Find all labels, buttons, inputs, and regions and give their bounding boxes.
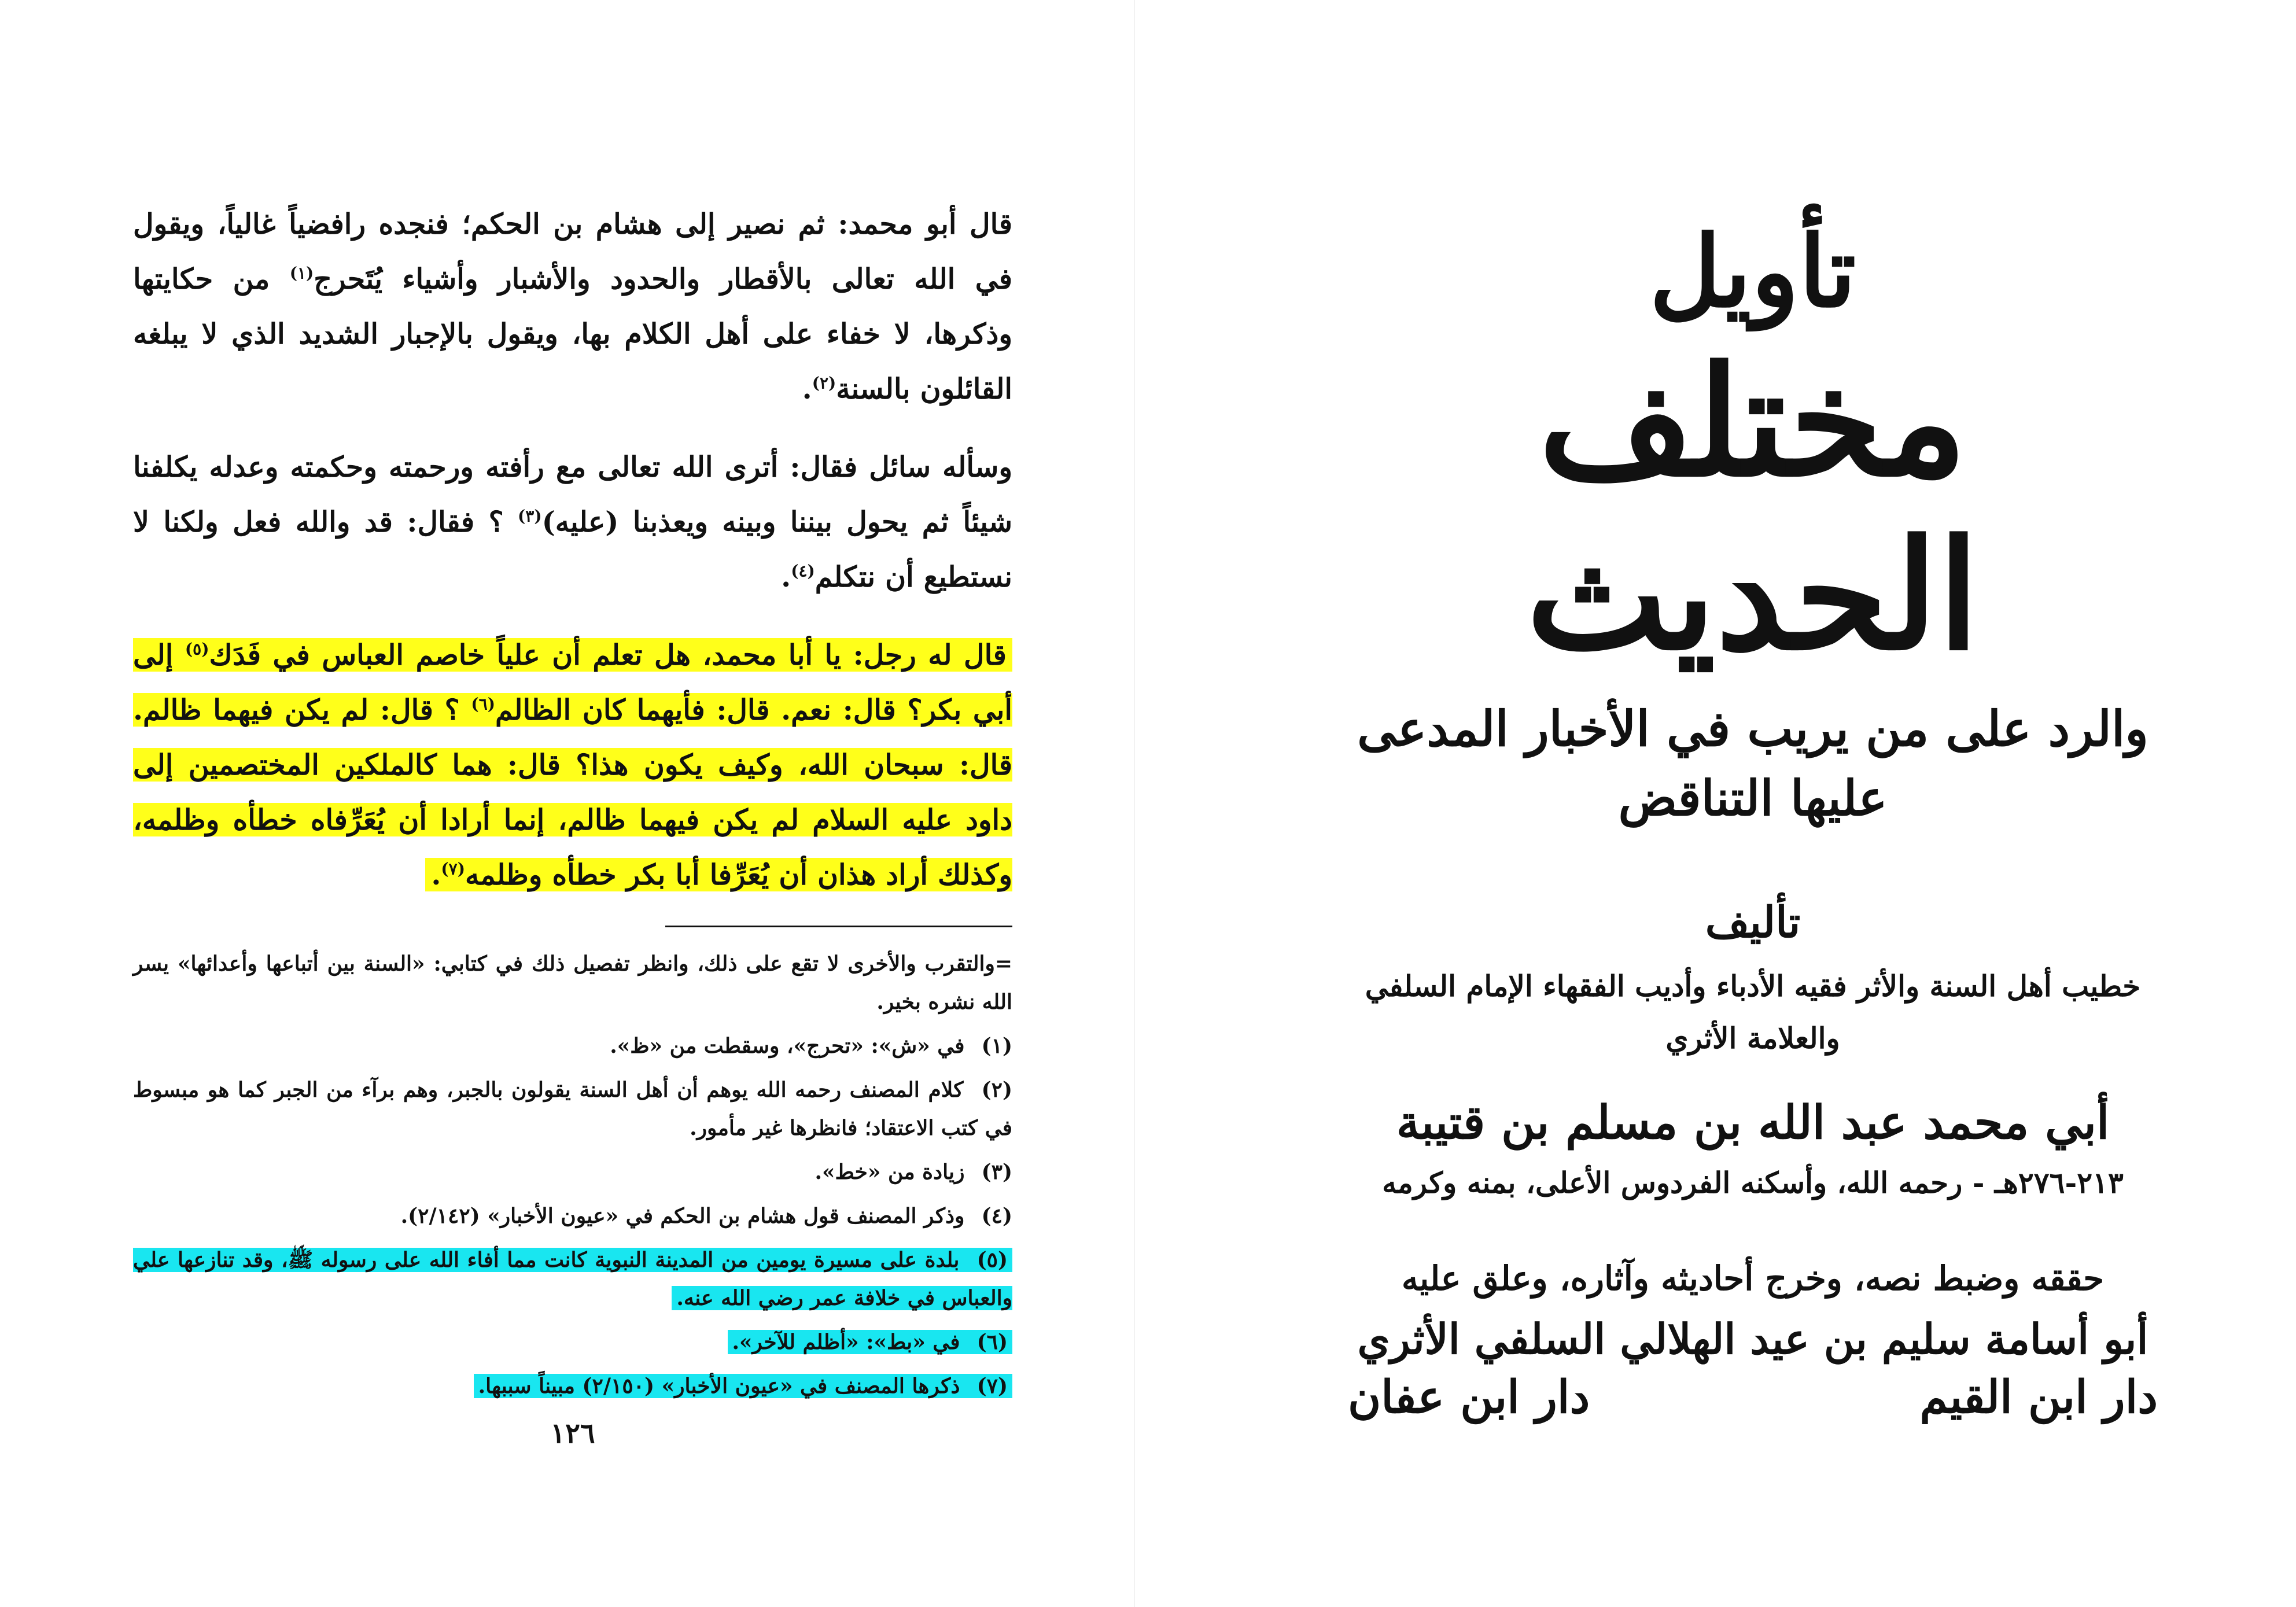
cover-title-line2: مختلف الحديث [1526,334,1980,684]
footnote-2-body [133,1078,1012,1140]
highlighted-text-part-3: ؟ قال: لم يكن فيهما ظالم. قال: سبحان الله، وكيف يكون هذا؟ قال: هما كالملكين المختصمين إلى داود عليه السلام لم يكن فيهما ظالم، إنما أرادا أن يُعَرِّفاه خطأه وظلمه، وكذلك أراد هذان أن يُعَرِّفا أبا بكر خطأه وظلمه [133,693,1012,891]
footnote-3 [133,1153,1012,1191]
cover-tasnif: تأليف [1705,898,1801,948]
footnote-2 [133,1071,1012,1147]
paragraph-1-lead: قال أبو محمد: [838,207,1012,241]
cover-tahqiq-line2: أبو أسامة سليم بن عيد الهلالي السلفي الأثري [1357,1314,2148,1363]
footnote-5 [133,1241,1012,1317]
footnote-2-text: كلام المصنف رحمه الله يوهم أن أهل السنة يقولون بالجبر، وهم برآء من الجبر كما هو مبسوط في كتب الاعتقاد؛ فانظرها غير مأمور. [133,1078,1012,1140]
highlighted-paragraph [133,628,1012,902]
footnote-4-number: (٤) [981,1204,1012,1228]
publisher-right: دار ابن القيم [1919,1371,2158,1424]
cover-tahqiq-line1: حققه وضبط نصه، وخرج أحاديثه وآثاره، وعلق عليه [1401,1259,2105,1298]
highlighted-text [133,638,1012,891]
left-page [133,197,1012,1504]
paragraph-2-text2: ؟ فقال: قد والله فعل ولكنا لا نستطيع أن نتكلم [133,505,1012,594]
cover-subtitle: والرد على من يريب في الأخبار المدعى عليها التناقض [1357,700,2148,827]
footnote-1-number: (١) [981,1034,1012,1058]
footnote-3-body [815,1160,1012,1184]
highlighted-text-part-1: قال له رجل: يا أبا محمد، هل تعلم أن علياً خاصم العباس في فَدَك [209,638,1007,672]
paragraph-1-text2: من حكايتها وذكرها، لا خفاء على أهل الكلام بها، ويقول بالإجبار الشديد الذي لا يبلغه القائلون بالسنة [133,262,1012,406]
publisher-left: دار ابن عفان [1348,1371,1590,1424]
footnote-7-number: (٧) [976,1374,1008,1398]
footnote-continuation: =والتقرب والأخرى لا تقع على ذلك، وانظر تفصيل ذلك في كتابي: «السنة بين أتباعها وأعدائها» يسر الله نشره بخير. [133,952,1012,1014]
footnote-ref-2: (٢) [812,373,836,393]
cover-title-line1: تأويل [1649,214,1856,330]
footnote-ref-7: (٧) [441,859,465,879]
footnote-separator [665,926,1012,927]
highlighted-text-end: . [431,858,441,891]
footnote-1 [133,1027,1012,1065]
cover-author-description: خطيب أهل السنة والأثر فقيه الأدباء وأديب الفقهاء الإمام السلفي والعلامة الأثري [1365,969,2141,1055]
footnote-7-text: ذكرها المصنف في «عيون الأخبار» (٢/١٥٠) مبيناً سببها. [478,1374,960,1398]
footnote-ref-3: (٣) [518,506,542,526]
footnote-5-body [133,1248,1012,1310]
footnote-6-text: في «بط»: «أظلم للآخر». [732,1330,960,1354]
footnote-2-number: (٢) [981,1078,1012,1102]
paragraph-1-text: ثم نصير إلى هشام بن الحكم؛ فنجده رافضياً غالياً، ويقول في الله تعالى بالأقطار والحدود والأشبار وأشياء يُتَحرج [133,207,1013,296]
page-gutter [1134,0,1135,1607]
footnote-4 [133,1197,1012,1235]
footnote-3-number: (٣) [981,1160,1012,1184]
footnotes-list [133,1027,1012,1405]
footnote-7-body [474,1374,1012,1398]
footnote-ref-1: (١) [289,263,314,283]
footnote-3-text: زيادة من «خط». [815,1160,965,1184]
footnote-ref-6: (٦) [471,694,495,714]
footnote-5-text: بلدة على مسيرة يومين من المدينة النبوية كانت مما أفاء الله على رسوله ﷺ، وقد تنازعها علي والعباس في خلافة عمر رضي الله عنه. [133,1248,1012,1310]
paragraph-1-end: . [802,372,812,406]
cover-author-dates: ٢١٣-٢٧٦هـ - رحمه الله، وأسكنه الفردوس الأعلى، بمنه وكرمه [1382,1166,2124,1200]
footnote-1-body [610,1034,1012,1058]
footnote-4-text: وذكر المصنف قول هشام بن الحكم في «عيون الأخبار» (٢/١٤٢). [400,1204,965,1228]
right-page-cover [1348,191,2158,1492]
cover-author-name: أبي محمد عبد الله بن مسلم بن قتيبة [1396,1095,2110,1149]
footnote-ref-5: (٥) [185,639,209,659]
footnote-6-number: (٦) [976,1330,1008,1354]
highlighted-text-part-2: إلى أبي بكر؟ قال: نعم. قال: فأيهما كان الظالم [133,638,1012,727]
footnote-4-body [401,1204,1012,1228]
footnote-1-text: في «ش»: «تحرج»، وسقطت من «ظ». [610,1034,965,1058]
publishers [1348,1371,2158,1424]
paragraph-1 [133,197,1012,417]
paragraph-2-text: وسأله سائل فقال: أترى الله تعالى مع رأفته ورحمته وحكمته وعدله يكلفنا شيئاً ثم يحول بيننا وبينه ويعذبنا (عليه) [133,450,1013,539]
footnote-5-number: (٥) [976,1248,1008,1272]
paragraph-2-end: . [781,560,791,594]
footnote-6-body [728,1330,1012,1354]
footnote-6 [133,1323,1012,1361]
footnote-7 [133,1367,1012,1405]
paragraph-2 [133,440,1012,605]
page-number: ١٢٦ [550,1417,595,1450]
footnote-ref-4: (٤) [791,561,815,581]
